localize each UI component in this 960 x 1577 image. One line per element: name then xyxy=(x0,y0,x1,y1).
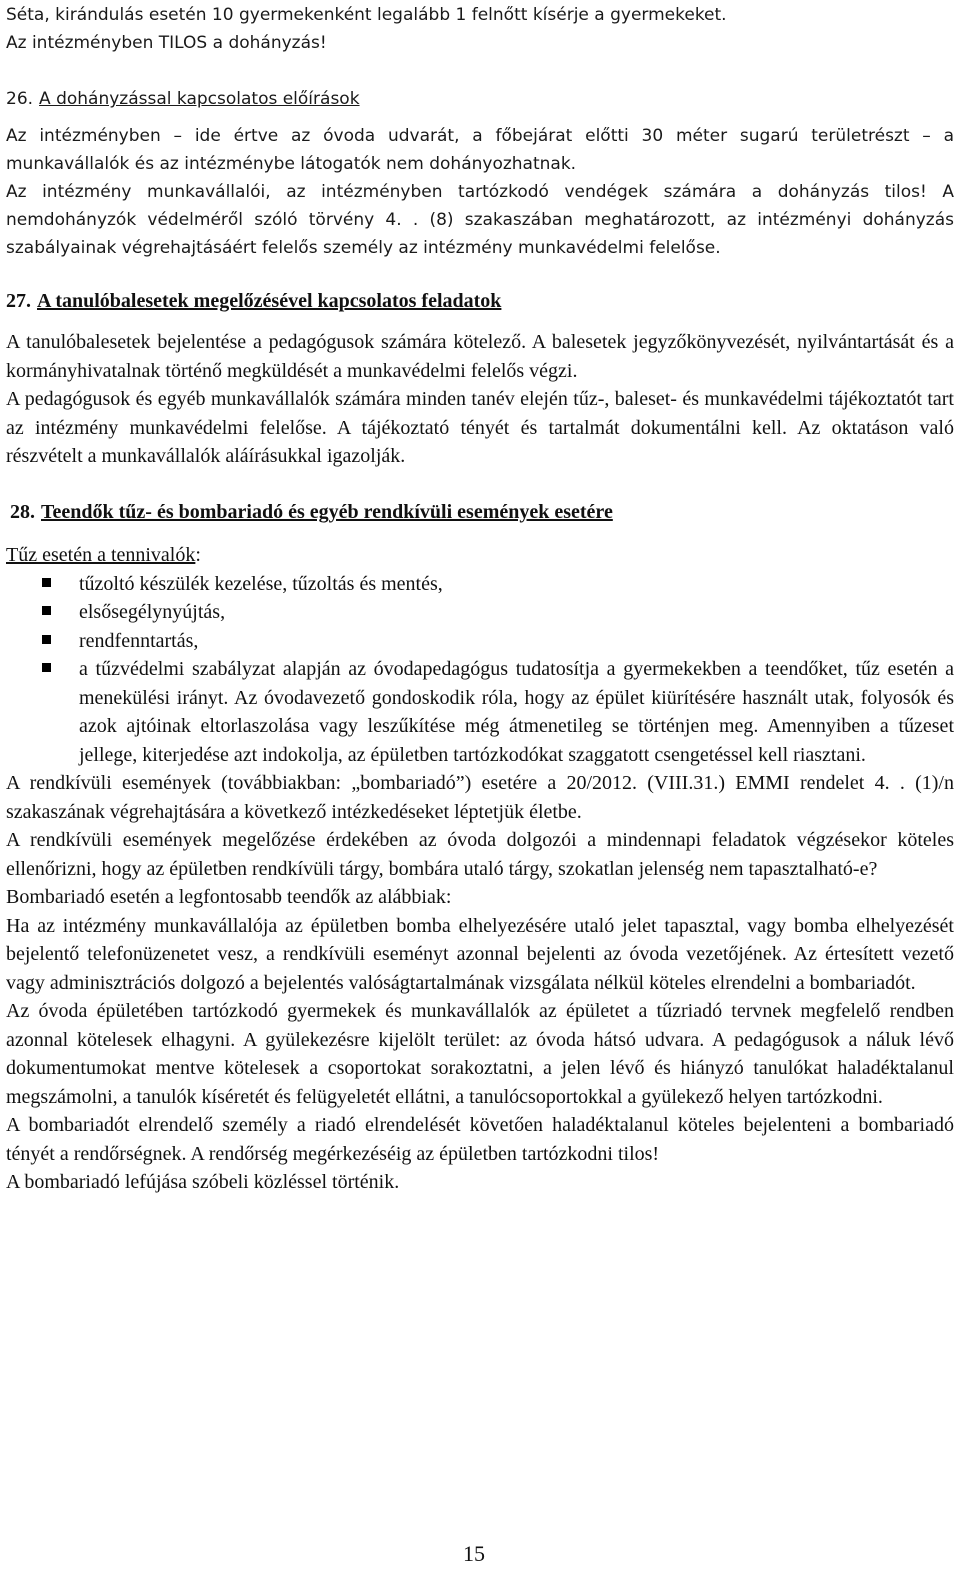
fire-tasks-list xyxy=(6,570,954,770)
square-bullet-icon xyxy=(42,578,51,587)
report-para: Ha az intézmény munkavállalója az épületben bomba elhelyezésére utaló jelet tapasztal, vagy bomba elhelyezését bejelentő telefonüzenetet vesz, a rendkívüli eseményt azonnal bejelenti az óvoda vezetőjének. Az értesített vezető vagy adminisztrációs dolgozó a bejelentés valóságtartalmának vizsgálata nélkül köteles elrendelni a bombariadót. xyxy=(6,914,954,994)
document-page xyxy=(6,0,954,1197)
section-28-heading xyxy=(6,498,954,527)
end-para: A bombariadó lefújása szóbeli közléssel történik. xyxy=(6,1171,400,1194)
list-item xyxy=(6,570,954,599)
list-item-text: elsősegélynyújtás, xyxy=(79,601,226,624)
square-bullet-icon xyxy=(42,606,51,615)
list-item xyxy=(6,627,954,656)
section-27 xyxy=(6,287,954,471)
fire-label-text: Tűz esetén a tennivalók xyxy=(6,544,196,567)
section-27-para-1: A tanulóbalesetek bejelentése a pedagógusok számára kötelező. A balesetek jegyzőkönyvezését, nyilvántartását és a kormányhivatalnak történő megküldését a munkavédelmi felelős végzi. xyxy=(6,331,954,382)
bomb-intro-para: A rendkívüli események (továbbiakban: „bombariadó”) esetére a 20/2012. (VIII.31.) EMMI rendelet 4. . (1)/n szakaszának végrehajtására a következő intézkedéseket léptetjük életbe. xyxy=(6,772,954,823)
intro-line-smoking-ban: Az intézményben TILOS a dohányzás! xyxy=(6,33,327,54)
section-27-heading xyxy=(6,287,954,316)
square-bullet-icon xyxy=(42,635,51,644)
list-item-text: a tűzvédelmi szabályzat alapján az óvodapedagógus tudatosítja a gyermekekben a teendőket, tűz esetén a menekülési irányt. Az óvodavezető gondoskodik róla, hogy az épület kiürítésére használt utak, folyosók és azok ajtóinak eltorlaszolása vagy leszűkítése még átmenetileg se történjen meg. Amennyiben a tűzeset jellege, kiterjedése azt indokolja, az épületben tartózkodókat szaggatott csengetéssel kell riasztani. xyxy=(79,658,954,766)
section-26 xyxy=(6,85,954,262)
police-para: A bombariadót elrendelő személy a riadó elrendelését követően haladéktalanul köteles bejelenteni a bombariadó tényét a rendőrségnek. A rendőrség megérkezéséig az épületben tartózkodni tilos! xyxy=(6,1114,954,1165)
section-28 xyxy=(6,498,954,1197)
section-26-para-1: Az intézményben – ide értve az óvoda udvarát, a főbejárat előtti 30 méter sugarú területrészt – a munkavállalók és az intézménybe látogatók nem dohányozhatnak. xyxy=(6,125,954,174)
section-26-number: 26. xyxy=(6,89,34,110)
section-26-heading xyxy=(6,85,954,113)
section-26-para-2: Az intézmény munkavállalói, az intézményben tartózkodó vendégek számára a dohányzás tilos! A nemdohányzók védelméről szóló törvény 4. . (8) szakaszában meghatározott, az intézményi dohányzás szabályainak végrehajtásáért felelős személy az intézmény munkavédelmi felelőse. xyxy=(6,182,954,259)
evacuate-para: Az óvoda épületében tartózkodó gyermekek és munkavállalók az épületet a tűzriadó tervnek megfelelő rendben azonnal kötelesek elhagyni. A gyülekezésre kijelölt terület: az óvoda hátsó udvara. A pedagógusok a náluk lévő dokumentumokat mentve kötelesek a csoportokat sorakoztatni, a jelen lévő és hiányzó tanulókat haladéktalanul megszámolni, a tanulók kíséretét és felügyeletét ellátni, a tanulócsoportokkal a gyülekező helyen tartózkodni. xyxy=(6,1000,954,1108)
bomb-tasks-para: Bombariadó esetén a legfontosabb teendők az alábbiak: xyxy=(6,886,452,909)
intro-line-supervision: Séta, kirándulás esetén 10 gyermekenként legalább 1 felnőtt kísérje a gyermekeket. xyxy=(6,5,727,25)
section-28-number: 28. xyxy=(10,500,35,523)
section-27-title: A tanulóbalesetek megelőzésével kapcsolatos feladatok xyxy=(37,289,502,312)
prevention-para: A rendkívüli események megelőzése érdekében az óvoda dolgozói a mindennapi feladatok végzésekor köteles ellenőrizni, hogy az épületben rendkívüli tárgy, bombára utaló tárgy, szokatlan jelenség nem tapasztalható-e? xyxy=(6,829,954,880)
list-item-text: tűzoltó készülék kezelése, tűzoltás és mentés, xyxy=(79,572,443,595)
square-bullet-icon xyxy=(42,663,51,672)
page-number: 15 xyxy=(463,1541,485,1566)
section-28-title: Teendők tűz- és bombariadó és egyéb rendkívüli események esetére xyxy=(41,500,613,523)
list-item xyxy=(6,655,954,769)
fire-label-colon: : xyxy=(195,544,201,567)
list-item-text: rendfenntartás, xyxy=(79,629,199,652)
list-item xyxy=(6,598,954,627)
fire-label xyxy=(6,541,954,570)
section-26-title: A dohányzással kapcsolatos előírások xyxy=(39,89,360,110)
section-27-para-2: A pedagógusok és egyéb munkavállalók számára minden tanév elején tűz-, baleset- és munkavédelmi tájékoztatót tart az intézmény munkavédelmi felelőse. A tájékoztató tényét és tartalmát dokumentálni kell. Az oktatáson való részvételt a munkavállalók aláírásukkal igazolják. xyxy=(6,388,954,468)
section-27-number: 27. xyxy=(6,289,31,312)
intro-block xyxy=(6,0,954,57)
